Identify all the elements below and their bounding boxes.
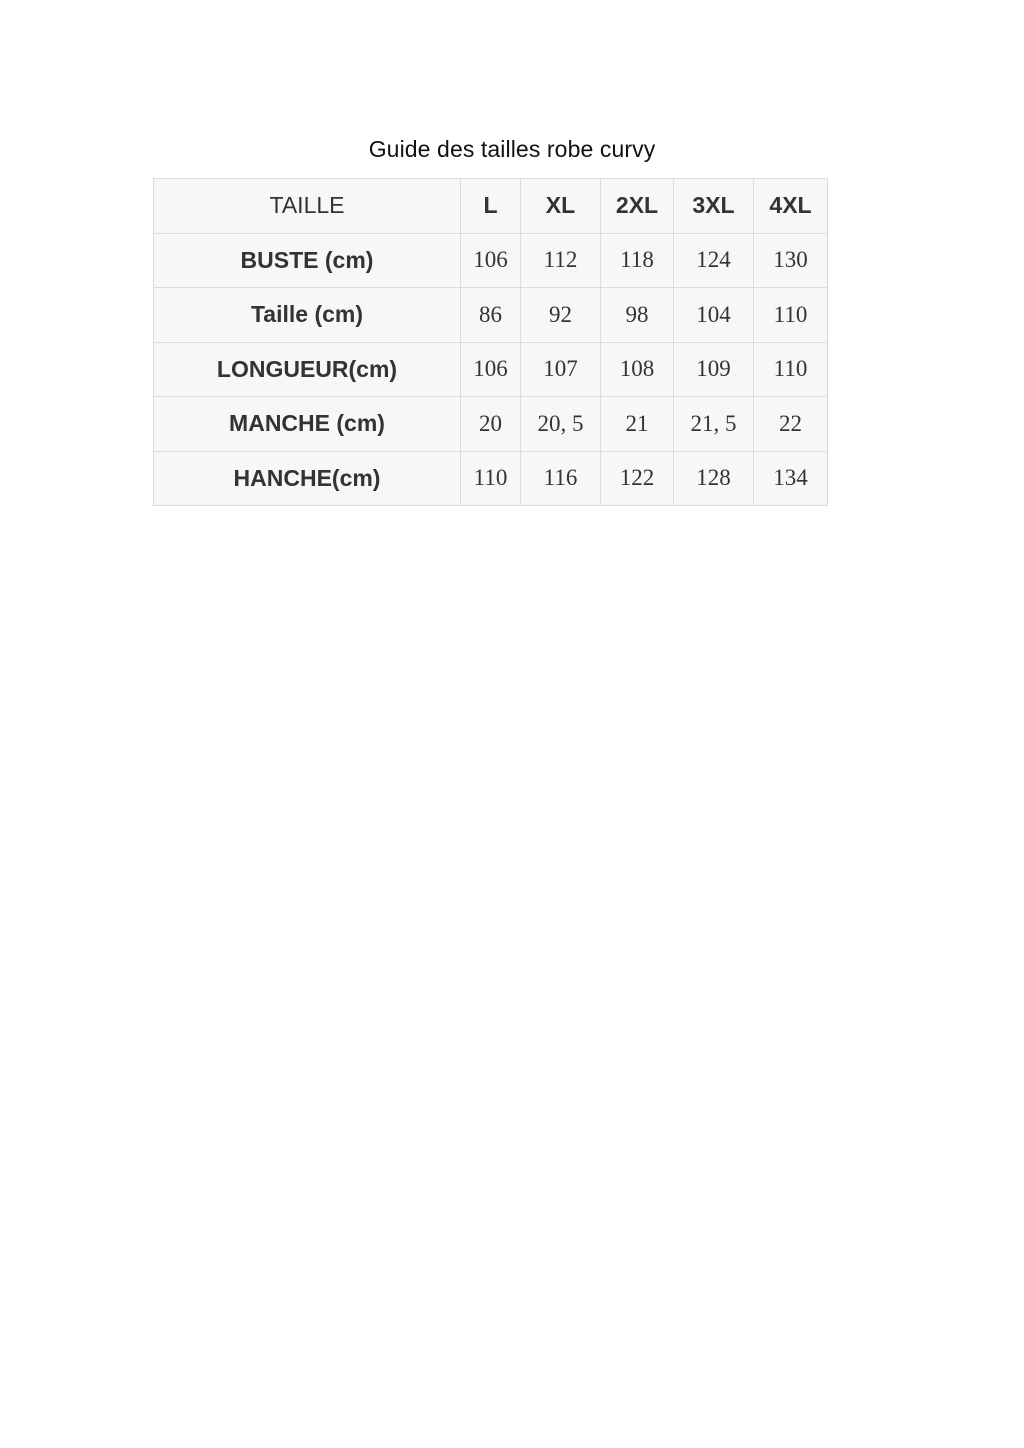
table-row-hanche xyxy=(154,451,828,506)
table-cell: 108 xyxy=(601,342,674,397)
table-cell: 106 xyxy=(461,342,521,397)
header-cell-2xl: 2XL xyxy=(601,179,674,234)
table-cell: 128 xyxy=(674,451,754,506)
header-cell-4xl: 4XL xyxy=(754,179,828,234)
table-cell: 130 xyxy=(754,233,828,288)
table-cell: 116 xyxy=(521,451,601,506)
row-label: LONGUEUR(cm) xyxy=(154,342,461,397)
row-label: MANCHE (cm) xyxy=(154,397,461,452)
table-cell: 107 xyxy=(521,342,601,397)
row-label: HANCHE(cm) xyxy=(154,451,461,506)
table-row-longueur xyxy=(154,342,828,397)
table-cell: 118 xyxy=(601,233,674,288)
size-guide-table xyxy=(153,178,828,506)
table-cell: 98 xyxy=(601,288,674,343)
table-row-buste xyxy=(154,233,828,288)
table-cell: 110 xyxy=(754,288,828,343)
table-header-row xyxy=(154,179,828,234)
page-title: Guide des tailles robe curvy xyxy=(368,136,656,162)
table-cell: 22 xyxy=(754,397,828,452)
header-cell-3xl: 3XL xyxy=(674,179,754,234)
header-cell-taille: TAILLE xyxy=(154,179,461,234)
table-cell: 104 xyxy=(674,288,754,343)
table-cell: 124 xyxy=(674,233,754,288)
table-cell: 92 xyxy=(521,288,601,343)
header-cell-l: L xyxy=(461,179,521,234)
table-cell: 20 xyxy=(461,397,521,452)
row-label: Taille (cm) xyxy=(154,288,461,343)
table-cell: 110 xyxy=(461,451,521,506)
header-cell-xl: XL xyxy=(521,179,601,234)
row-label: BUSTE (cm) xyxy=(154,233,461,288)
table-cell: 134 xyxy=(754,451,828,506)
table-row-manche xyxy=(154,397,828,452)
table-cell: 106 xyxy=(461,233,521,288)
table-cell: 20, 5 xyxy=(521,397,601,452)
table-cell: 109 xyxy=(674,342,754,397)
table-cell: 86 xyxy=(461,288,521,343)
table-cell: 122 xyxy=(601,451,674,506)
table-cell: 112 xyxy=(521,233,601,288)
table-cell: 21, 5 xyxy=(674,397,754,452)
table-cell: 110 xyxy=(754,342,828,397)
table-cell: 21 xyxy=(601,397,674,452)
table-row-taille xyxy=(154,288,828,343)
